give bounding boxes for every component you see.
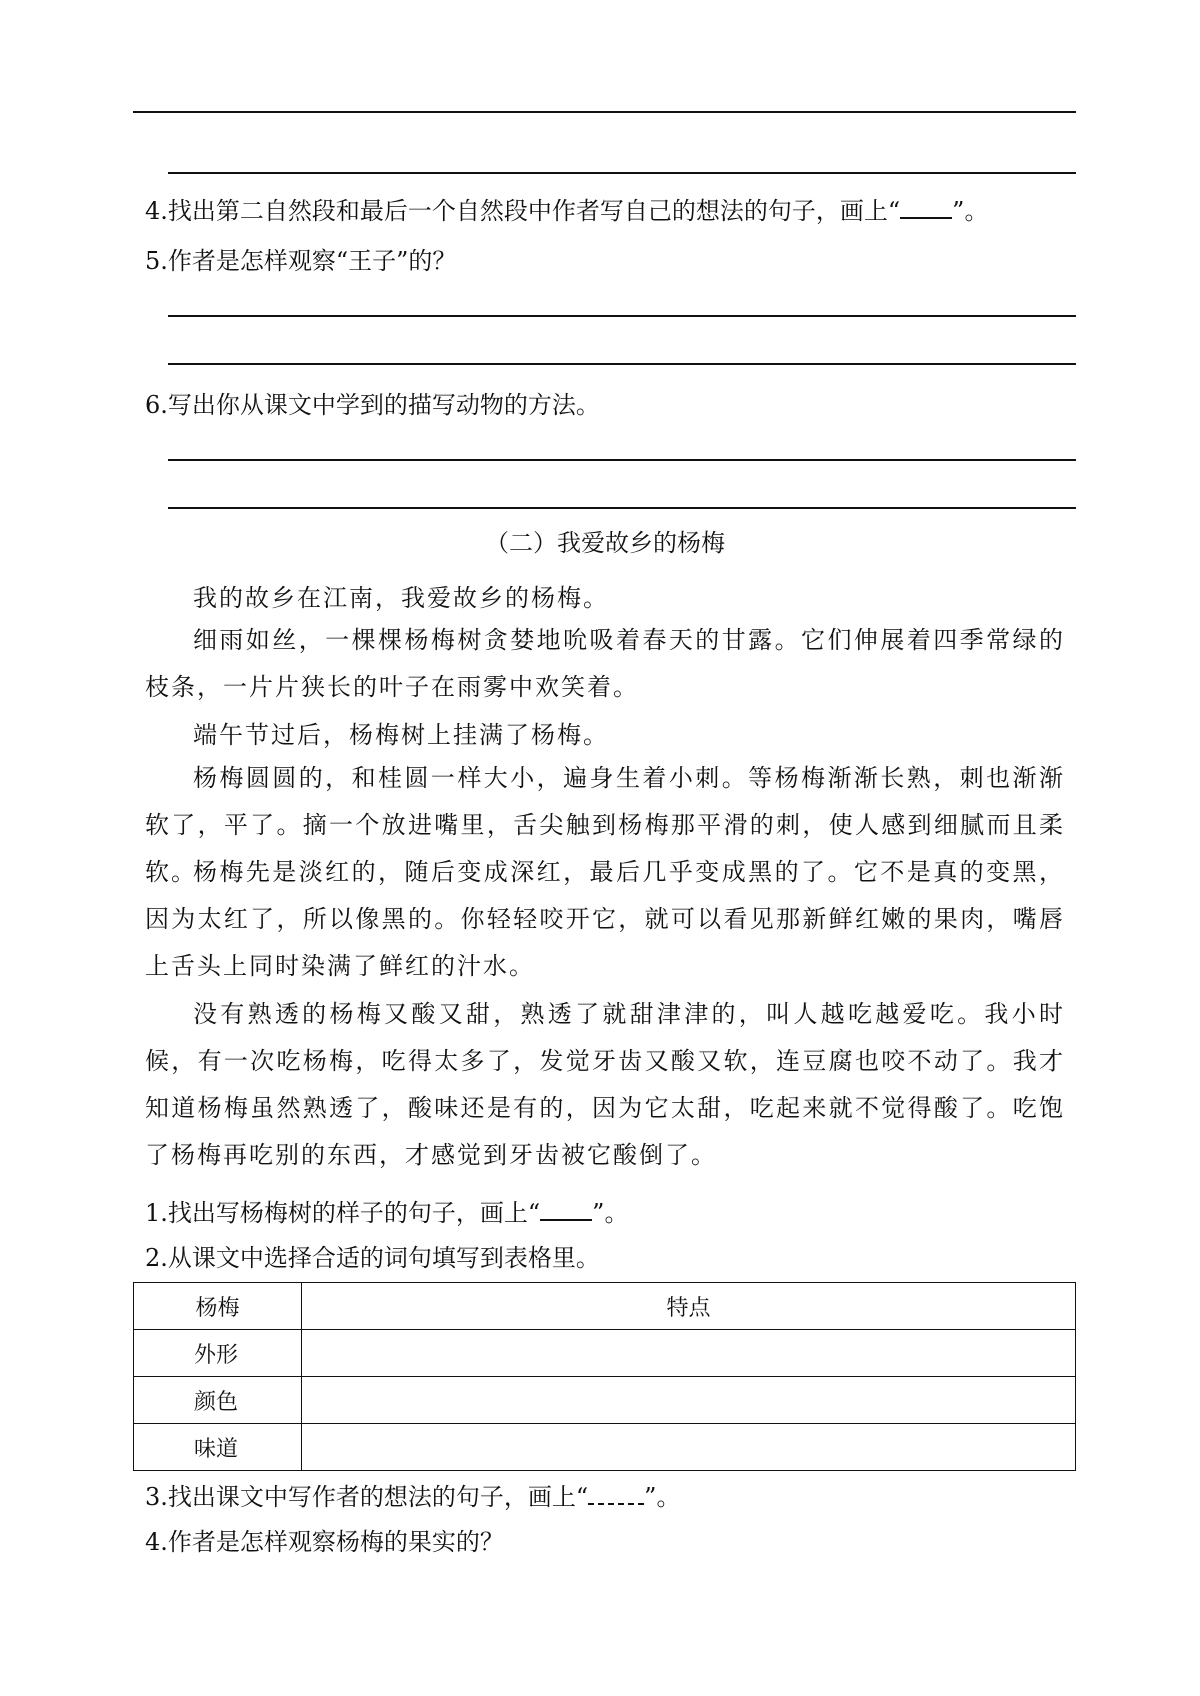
table-header-features: 特点 [302,1283,1076,1330]
question-1-text: 1.找出写杨梅树的样子的句子，画上“ [145,1199,541,1227]
question-6: 6.写出你从课文中学到的描写动物的方法。 [145,391,600,419]
table-row-label: 味道 [134,1424,302,1471]
question-2: 2.从课文中选择合适的词句填写到表格里。 [145,1244,600,1272]
paragraph: 杨梅圆圆的，和桂圆一样大小，遍身生着小刺。等杨梅渐渐长熟，刺也渐渐软了，平了。摘一个放进嘴里，舌尖触到杨梅那平滑的刺，使人感到细腻而且柔软。 [145,764,1065,886]
question-5: 5.作者是怎样观察“王子”的？ [145,247,457,275]
table-header-yangmei: 杨梅 [134,1283,302,1330]
table-row [134,1330,1076,1377]
answer-line[interactable] [168,459,1076,461]
paragraph: 端午节过后，杨梅树上挂满了杨梅。 [193,721,609,749]
question-4-text: 4.找出第二自然段和最后一个自然段中作者写自己的想法的句子，画上“ [145,197,901,225]
table-answer-cell[interactable] [302,1424,1076,1471]
answer-line[interactable] [133,111,1076,113]
table-row [134,1424,1076,1471]
paragraph: 细雨如丝，一棵棵杨梅树贪婪地吮吸着春天的甘露。它们伸展着四季常绿的枝条，一片片狭长的叶子在雨雾中欢笑着。 [145,626,1065,701]
answer-line[interactable] [168,363,1076,365]
question-4 [145,196,988,226]
paragraph: 没有熟透的杨梅又酸又甜，熟透了就甜津津的，叫人越吃越爱吃。我小时候，有一次吃杨梅，吃得太多了，发觉牙齿又酸又软，连豆腐也咬不动了。我才知道杨梅虽然熟透了，酸味还是有的，因为它太甜，吃起来就不觉得酸了。吃饱了杨梅再吃别的东西，才感觉到牙齿被它酸倒了。 [145,1000,1065,1169]
question-3-tail: ”。 [644,1483,681,1511]
paragraph: 我的故乡在江南，我爱故乡的杨梅。 [193,584,609,612]
question-4b: 4.作者是怎样观察杨梅的果实的？ [145,1528,504,1556]
features-table [133,1282,1076,1471]
passage-title: （二）我爱故乡的杨梅 [485,529,725,557]
answer-line[interactable] [168,315,1076,317]
answer-line[interactable] [168,172,1076,174]
table-row-label: 外形 [134,1330,302,1377]
paragraph: 杨梅先是淡红的，随后变成深红，最后几乎变成黑的了。它不是真的变黑，因为太红了，所以像黑的。你轻轻咬开它，就可以看见那新鲜红嫩的果肉，嘴唇上舌头上同时染满了鲜红的汁水。 [145,858,1065,980]
table-answer-cell[interactable] [302,1330,1076,1377]
question-3 [145,1482,680,1512]
table-row-label: 颜色 [134,1377,302,1424]
underline-blank [540,1199,592,1221]
question-1 [145,1198,628,1228]
table-answer-cell[interactable] [302,1377,1076,1424]
table-row [134,1377,1076,1424]
question-3-text: 3.找出课文中写作者的想法的句子，画上“ [145,1483,589,1511]
question-4-tail: ”。 [952,197,989,225]
underline-blank [900,197,952,219]
dashed-blank [588,1483,644,1505]
question-1-tail: ”。 [592,1199,629,1227]
answer-line[interactable] [168,507,1076,509]
table-header-row [134,1283,1076,1330]
